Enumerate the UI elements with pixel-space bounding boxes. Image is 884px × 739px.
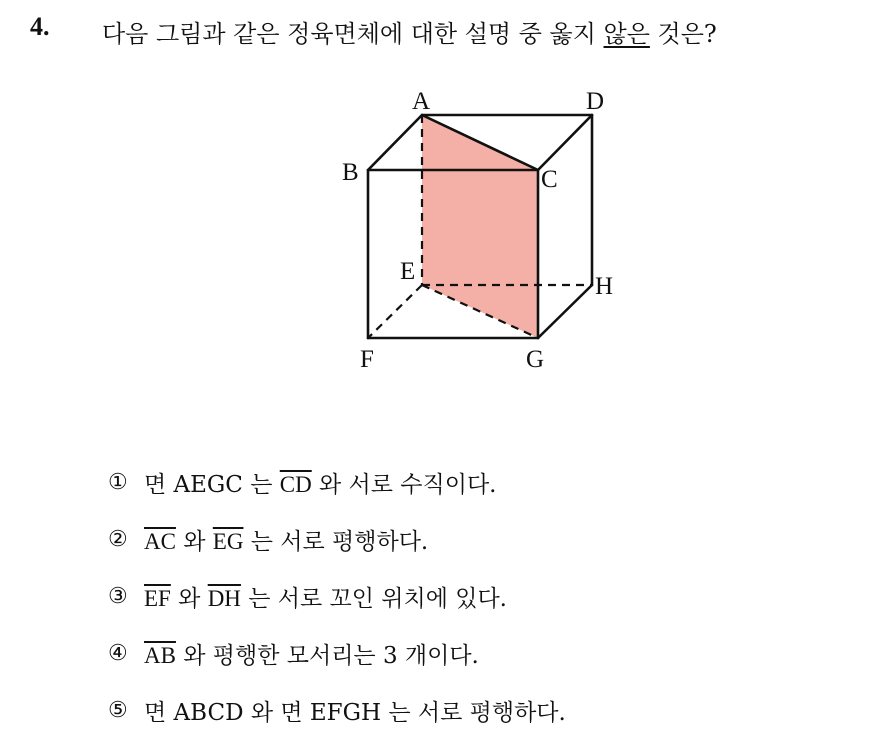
vertex-label-d: D xyxy=(586,88,605,115)
vertex-label-a: A xyxy=(412,88,431,115)
option-text-part: 면 AEGC 는 xyxy=(144,472,280,498)
segment-dh: $\overline{DH}$ xyxy=(207,586,241,611)
stem-emphasis: 않은 xyxy=(603,20,650,48)
segment-ac: $\overline{AC}$ xyxy=(144,529,176,554)
vertex-label-c: C xyxy=(541,166,558,193)
edge-cd xyxy=(538,115,592,170)
cube-diagram xyxy=(330,80,630,380)
option-text-part: 와 xyxy=(175,529,213,555)
edge-ab xyxy=(368,115,422,170)
segment-cd: $\overline{CD}$ xyxy=(279,472,312,497)
option-1[interactable] xyxy=(108,454,566,511)
vertex-label-h: H xyxy=(595,273,614,300)
question-number: 4. xyxy=(30,12,50,41)
option-text xyxy=(144,580,507,613)
segment-eg: $\overline{EG}$ xyxy=(212,529,244,554)
option-text-part: 는 서로 평행하다. xyxy=(243,529,429,555)
option-marker: ③ xyxy=(108,584,128,609)
option-marker: ① xyxy=(108,470,128,495)
question-stem xyxy=(102,14,717,49)
option-5[interactable] xyxy=(108,682,566,739)
option-text-part: 면 ABCD 와 면 EFGH 는 서로 평행하다. xyxy=(144,700,566,726)
option-text-part: 와 평행한 모서리는 3 개이다. xyxy=(175,643,479,669)
segment-ef: $\overline{EF}$ xyxy=(144,586,171,611)
option-3[interactable] xyxy=(108,568,566,625)
option-text xyxy=(144,523,428,556)
cube-figure xyxy=(330,80,630,380)
option-text-part: 와 xyxy=(170,586,208,612)
stem-text-before: 다음 그림과 같은 정육면체에 대한 설명 중 옳지 xyxy=(102,20,604,48)
option-text xyxy=(144,694,566,727)
option-marker: ② xyxy=(108,527,128,552)
edge-hg xyxy=(538,285,592,338)
edge-ef-hidden xyxy=(368,285,422,338)
answer-options xyxy=(108,454,566,739)
option-2[interactable] xyxy=(108,511,566,568)
option-text-part: 와 서로 수직이다. xyxy=(311,472,497,498)
vertex-label-e: E xyxy=(400,258,416,285)
shaded-plane xyxy=(422,115,538,338)
option-marker: ⑤ xyxy=(108,698,128,723)
option-text xyxy=(144,466,496,499)
vertex-label-b: B xyxy=(342,159,359,186)
vertex-label-f: F xyxy=(360,346,374,373)
option-text-part: 는 서로 꼬인 위치에 있다. xyxy=(240,586,507,612)
option-4[interactable] xyxy=(108,625,566,682)
option-marker: ④ xyxy=(108,641,128,666)
option-text xyxy=(144,637,479,670)
segment-ab: $\overline{AB}$ xyxy=(144,643,176,668)
stem-text-after: 것은? xyxy=(649,20,717,48)
vertex-label-g: G xyxy=(526,346,545,373)
